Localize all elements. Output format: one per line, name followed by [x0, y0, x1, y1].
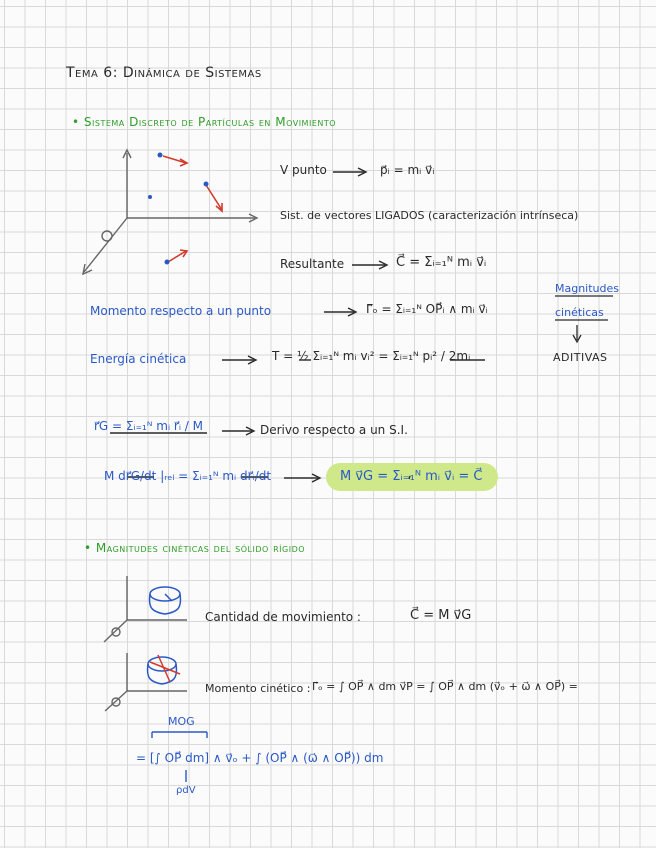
momento-cinetico-label: Momento cinético : — [205, 682, 311, 695]
side-note-line1: Magnitudes — [555, 282, 620, 295]
punto-label: V punto — [280, 163, 327, 177]
last-formula: = [∫ OP⃗ dm] ∧ v⃗ₒ + ∫ (OP⃗ ∧ (ω⃗ ∧ OP⃗)) dm — [136, 751, 384, 765]
rigid-body-1 — [150, 587, 181, 614]
resultante-label: Resultante — [280, 257, 345, 271]
section-heading-2: • Magnitudes cinéticas del sólido rígido — [84, 541, 306, 555]
cantidad-formula: C⃗ = M v⃗G — [410, 608, 472, 623]
result-formula: M v⃗G = Σᵢ₌₁ᴺ mᵢ v⃗ᵢ = C⃗ — [340, 469, 483, 484]
cantidad-label: Cantidad de movimiento : — [205, 610, 361, 624]
mog-label: MOG — [168, 715, 195, 728]
momento-cinetico-formula: Γ⃗ₒ = ∫ OP⃗ ∧ dm v⃗P = ∫ OP⃗ ∧ dm (v⃗ₒ + ω⃗ ∧ OP⃗) = — [312, 680, 578, 693]
side-note-line3: ADITIVAS — [553, 351, 608, 364]
rho-label: ρdV — [176, 785, 196, 796]
section-heading-1: • Sistema Discreto de Partículas en Movimiento — [72, 115, 337, 129]
momento-formula: Γ⃗ₒ = Σᵢ₌₁ᴺ OP⃗ᵢ ∧ mᵢ v⃗ᵢ — [366, 302, 488, 316]
energia-formula: T = ½ Σᵢ₌₁ᴺ mᵢ vᵢ² = Σᵢ₌₁ᴺ pᵢ² / 2mᵢ — [272, 349, 471, 363]
axes-diagram-1 — [83, 150, 257, 274]
punto-formula: p⃗ᵢ = mᵢ v⃗ᵢ — [380, 163, 435, 177]
momento-label: Momento respecto a un punto — [90, 304, 272, 318]
energia-label: Energía cinética — [90, 352, 187, 366]
axes-diagram-2 — [104, 576, 187, 642]
page-title: Tema 6: Dinámica de Sistemas — [66, 65, 262, 81]
side-note-line2: cinéticas — [555, 306, 604, 319]
derivo-text: Derivo respecto a un S.I. — [260, 423, 408, 437]
resultante-formula: C⃗ = Σᵢ₌₁ᴺ mᵢ v⃗ᵢ — [396, 255, 487, 270]
particles-diagram-1 — [163, 156, 222, 262]
deriv-formula: M dr⃗G/dt |ᵣₑₗ = Σᵢ₌₁ᴺ mᵢ dr⃗ᵢ/dt — [104, 469, 272, 483]
rg-formula: r⃗G = Σᵢ₌₁ᴺ mᵢ r⃗ᵢ / M — [94, 419, 204, 433]
sist-label: Sist. de vectores LIGADOS (caracterización intrínseca) — [280, 209, 579, 222]
